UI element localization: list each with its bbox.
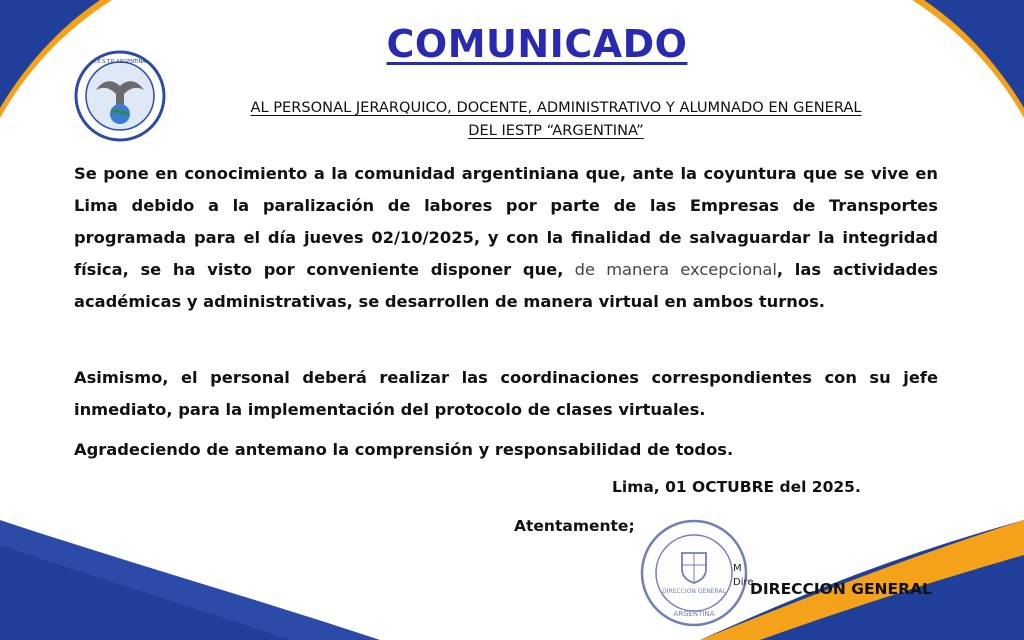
signature-fragment-2: Dire <box>733 577 754 588</box>
paragraph-1-part-3: , las actividades académicas y administrativas, se desarrollen de manera virtual en ambos turnos. <box>74 260 938 311</box>
seal-center-text: DIRECCION GENERAL <box>662 588 726 595</box>
paragraph-3: Agradeciendo de antemano la comprensión y responsabilidad de todos. <box>74 440 734 459</box>
recipients-line-1: AL PERSONAL JERARQUICO, DOCENTE, ADMINISTRATIVO Y ALUMNADO EN GENERAL <box>250 99 862 116</box>
paragraph-2: Asimismo, el personal deberá realizar las coordinaciones correspondientes con su jefe inmediato, para la implementación del protocolo de clases virtuales. <box>74 368 938 419</box>
closing-regards: Atentamente; <box>514 517 635 535</box>
page-title: COMUNICADO <box>386 22 688 66</box>
signature-fragment-1: M <box>733 563 742 574</box>
seal-bottom-text: ARGENTINA <box>673 610 715 618</box>
director-signature-label: DIRECCION GENERAL <box>750 580 932 598</box>
paragraph-1-part-1: Se pone en conocimiento a la comunidad argentiniana que, ante la coyuntura que se vive en Lima debido a la paralización de labores por parte de las Empresas de Transportes programada para el día jueves 02/10/2025, y con la finalidad de salvaguardar la integridad física, se ha visto por conveniente disponer que, <box>74 164 938 279</box>
logo-ring-text: I.E.S.T.P. ARGENTINA <box>94 59 146 65</box>
paragraph-1-part-2: de manera excepcional <box>563 260 777 279</box>
institute-logo <box>74 50 166 142</box>
recipients-line-2: DEL IESTP “ARGENTINA” <box>468 122 644 139</box>
paragraph-1 <box>74 158 938 318</box>
date-line: Lima, 01 OCTUBRE del 2025. <box>612 478 861 496</box>
recipients-heading <box>170 96 942 142</box>
